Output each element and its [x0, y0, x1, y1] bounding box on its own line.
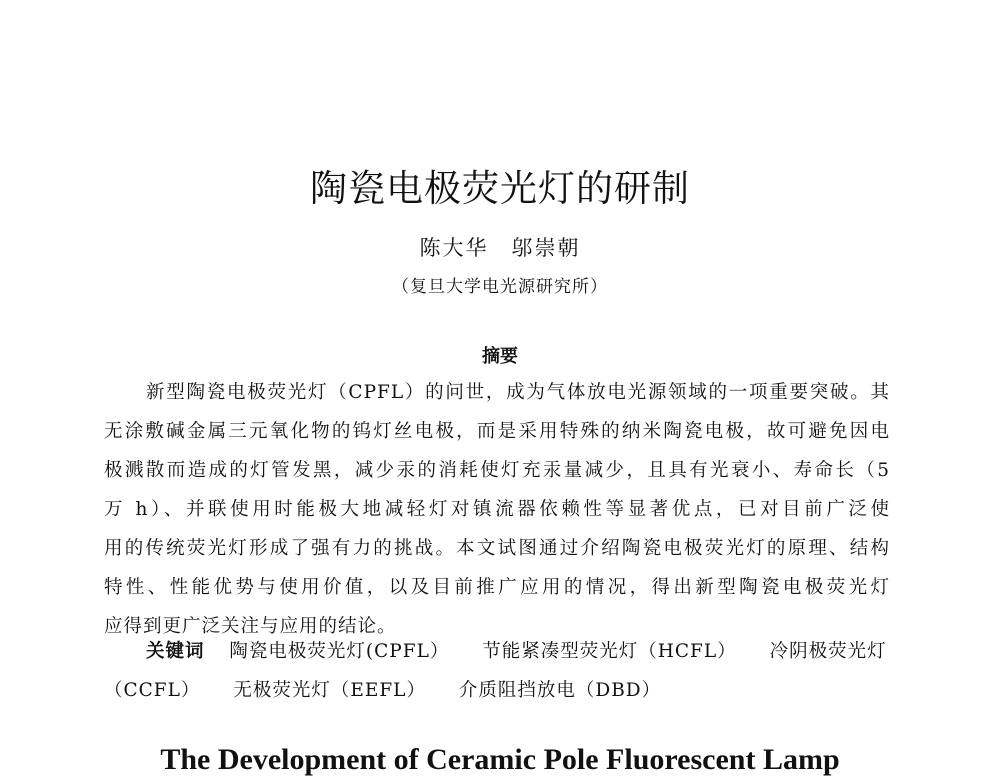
abstract-line: 特性、性能优势与使用价值，以及目前推广应用的情况，得出新型陶瓷电极荧光灯: [104, 577, 890, 598]
abstract-line: 用的传统荧光灯形成了强有力的挑战。本文试图通过介绍陶瓷电极荧光灯的原理、结构: [104, 538, 890, 559]
keyword: 冷阴极荧光灯: [769, 641, 887, 662]
keyword: 陶瓷电极荧光灯(CPFL）: [229, 641, 450, 662]
keywords-label: 关键词: [146, 641, 205, 662]
paper-title: 陶瓷电极荧光灯的研制: [310, 167, 690, 210]
abstract-heading: 摘要: [482, 346, 518, 367]
keyword: 介质阻挡放电（DBD）: [458, 680, 662, 701]
abstract-line: 应得到更广泛关注与应用的结论。: [104, 616, 397, 637]
abstract-line: 新型陶瓷电极荧光灯（CPFL）的问世，成为气体放电光源领域的一项重要突破。其: [146, 382, 890, 403]
keyword: 节能紧凑型荧光灯（HCFL）: [482, 641, 737, 662]
keyword: 无极荧光灯（EEFL）: [233, 680, 426, 701]
english-title: The Development of Ceramic Pole Fluorescent Lamp: [160, 743, 840, 776]
abstract-line: 万 h）、并联使用时能极大地减轻灯对镇流器依赖性等显著优点，已对目前广泛使: [104, 499, 890, 520]
keyword: （CCFL）: [104, 680, 201, 701]
keywords-line: [146, 637, 890, 667]
affiliation: （复旦大学电光源研究所）: [392, 277, 608, 297]
keywords-line: [104, 676, 890, 706]
abstract-line: 极溅散而造成的灯管发黑，减少汞的消耗使灯充汞量减少，且具有光衰小、寿命长（5: [104, 460, 890, 481]
abstract-line: 无涂敷碱金属三元氧化物的钨灯丝电极，而是采用特殊的纳米陶瓷电极，故可避免因电: [104, 421, 890, 442]
authors: 陈大华 邬崇朝: [419, 236, 581, 260]
